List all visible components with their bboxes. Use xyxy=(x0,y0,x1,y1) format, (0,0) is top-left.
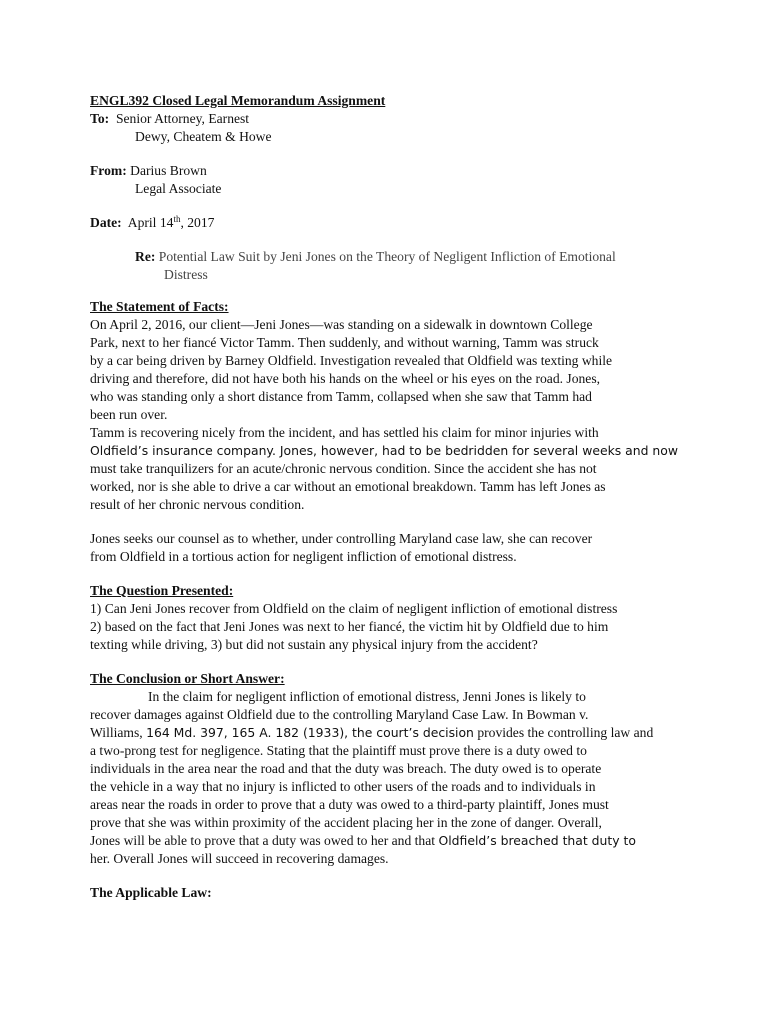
facts-line: from Oldfield in a tortious action for negligent infliction of emotional distress. xyxy=(90,549,517,564)
facts-line: On April 2, 2016, our client—Jeni Jones—was standing on a sidewalk in downtown College xyxy=(90,317,593,332)
date-superscript: th xyxy=(173,214,181,224)
conclusion-line: prove that she was within proximity of the accident placing her in the zone of danger. Overall, xyxy=(90,815,602,830)
facts-line: by a car being driven by Barney Oldfield. Investigation revealed that Oldfield was texting while xyxy=(90,353,613,368)
conclusion-heading: The Conclusion or Short Answer: xyxy=(90,671,285,686)
facts-line: worked, nor is she able to drive a car without an emotional breakdown. Tamm has left Jones as xyxy=(90,479,606,494)
re-label: Re: xyxy=(135,249,156,264)
from-line-2: Legal Associate xyxy=(135,181,222,196)
conclusion-line: her. Overall Jones will succeed in recovering damages. xyxy=(90,851,389,866)
conclusion-text: Jones will be able to prove that a duty was owed to her and that xyxy=(90,833,439,848)
facts-line: must take tranquilizers for an acute/chronic nervous condition. Since the accident she has not xyxy=(90,461,597,476)
conclusion-line: In the claim for negligent infliction of emotional distress, Jenni Jones is likely to xyxy=(148,689,586,704)
date-line xyxy=(90,214,680,232)
from-label: From: xyxy=(90,163,127,178)
date-value-post: , 2017 xyxy=(180,215,215,230)
conclusion-line: recover damages against Oldfield due to the controlling Maryland Case Law. In Bowman v. xyxy=(90,707,589,722)
date-value-pre: April 14 xyxy=(127,215,174,230)
case-citation: 164 Md. 397, 165 A. 182 (1933), the court’s decision xyxy=(146,725,474,740)
re-block xyxy=(90,248,680,284)
facts-line: driving and therefore, did not have both his hands on the wheel or his eyes on the road. Jones, xyxy=(90,371,601,386)
conclusion-line xyxy=(90,832,680,850)
date-label: Date: xyxy=(90,215,122,230)
facts-line: who was standing only a short distance from Tamm, collapsed when she saw that Tamm had xyxy=(90,389,592,404)
conclusion-text: Williams, xyxy=(90,725,147,740)
conclusion-line: areas near the roads in order to prove that a duty was owed to a third-party plaintiff, Jones must xyxy=(90,797,609,812)
question-line: texting while driving, 3) but did not sustain any physical injury from the accident? xyxy=(90,637,538,652)
memo-page xyxy=(90,92,680,902)
to-label: To: xyxy=(90,111,110,126)
to-recipient: Senior Attorney, Earnest xyxy=(115,111,250,126)
conclusion-line: the vehicle in a way that no injury is inflicted to other users of the roads and to individuals in xyxy=(90,779,596,794)
facts-heading: The Statement of Facts: xyxy=(90,299,229,314)
to-line-1 xyxy=(90,110,680,128)
question-line: 1) Can Jeni Jones recover from Oldfield on the claim of negligent infliction of emotional distress xyxy=(90,601,618,616)
facts-line: been run over. xyxy=(90,407,168,422)
from-author: Darius Brown xyxy=(130,163,207,178)
conclusion-text: provides the controlling law and xyxy=(473,725,654,740)
memo-title: ENGL392 Closed Legal Memorandum Assignment xyxy=(90,93,386,108)
facts-line: Jones seeks our counsel as to whether, under controlling Maryland case law, she can recover xyxy=(90,531,593,546)
re-subject-line-1: Potential Law Suit by Jeni Jones on the Theory of Negligent Infliction of Emotional xyxy=(158,249,616,264)
conclusion-text-alt: Oldfield’s breached that duty to xyxy=(438,833,636,848)
re-subject-line-2: Distress xyxy=(164,267,208,282)
facts-line: Park, next to her fiancé Victor Tamm. Then suddenly, and without warning, Tamm was struck xyxy=(90,335,599,350)
facts-line: result of her chronic nervous condition. xyxy=(90,497,305,512)
applicable-law-heading: The Applicable Law: xyxy=(90,885,212,900)
conclusion-line: a two-prong test for negligence. Stating that the plaintiff must prove there is a duty owed to xyxy=(90,743,587,758)
facts-line: Tamm is recovering nicely from the incident, and has settled his claim for minor injuries with xyxy=(90,425,599,440)
question-heading: The Question Presented: xyxy=(90,583,234,598)
conclusion-line xyxy=(90,724,680,742)
question-line: 2) based on the fact that Jeni Jones was next to her fiancé, the victim hit by Oldfield due to him xyxy=(90,619,609,634)
facts-line: Oldfield’s insurance company. Jones, however, had to be bedridden for several weeks and now xyxy=(90,443,678,458)
conclusion-line: individuals in the area near the road and that the duty was breach. The duty owed is to operate xyxy=(90,761,602,776)
to-line-2: Dewy, Cheatem & Howe xyxy=(135,129,272,144)
from-line-1 xyxy=(90,162,680,180)
